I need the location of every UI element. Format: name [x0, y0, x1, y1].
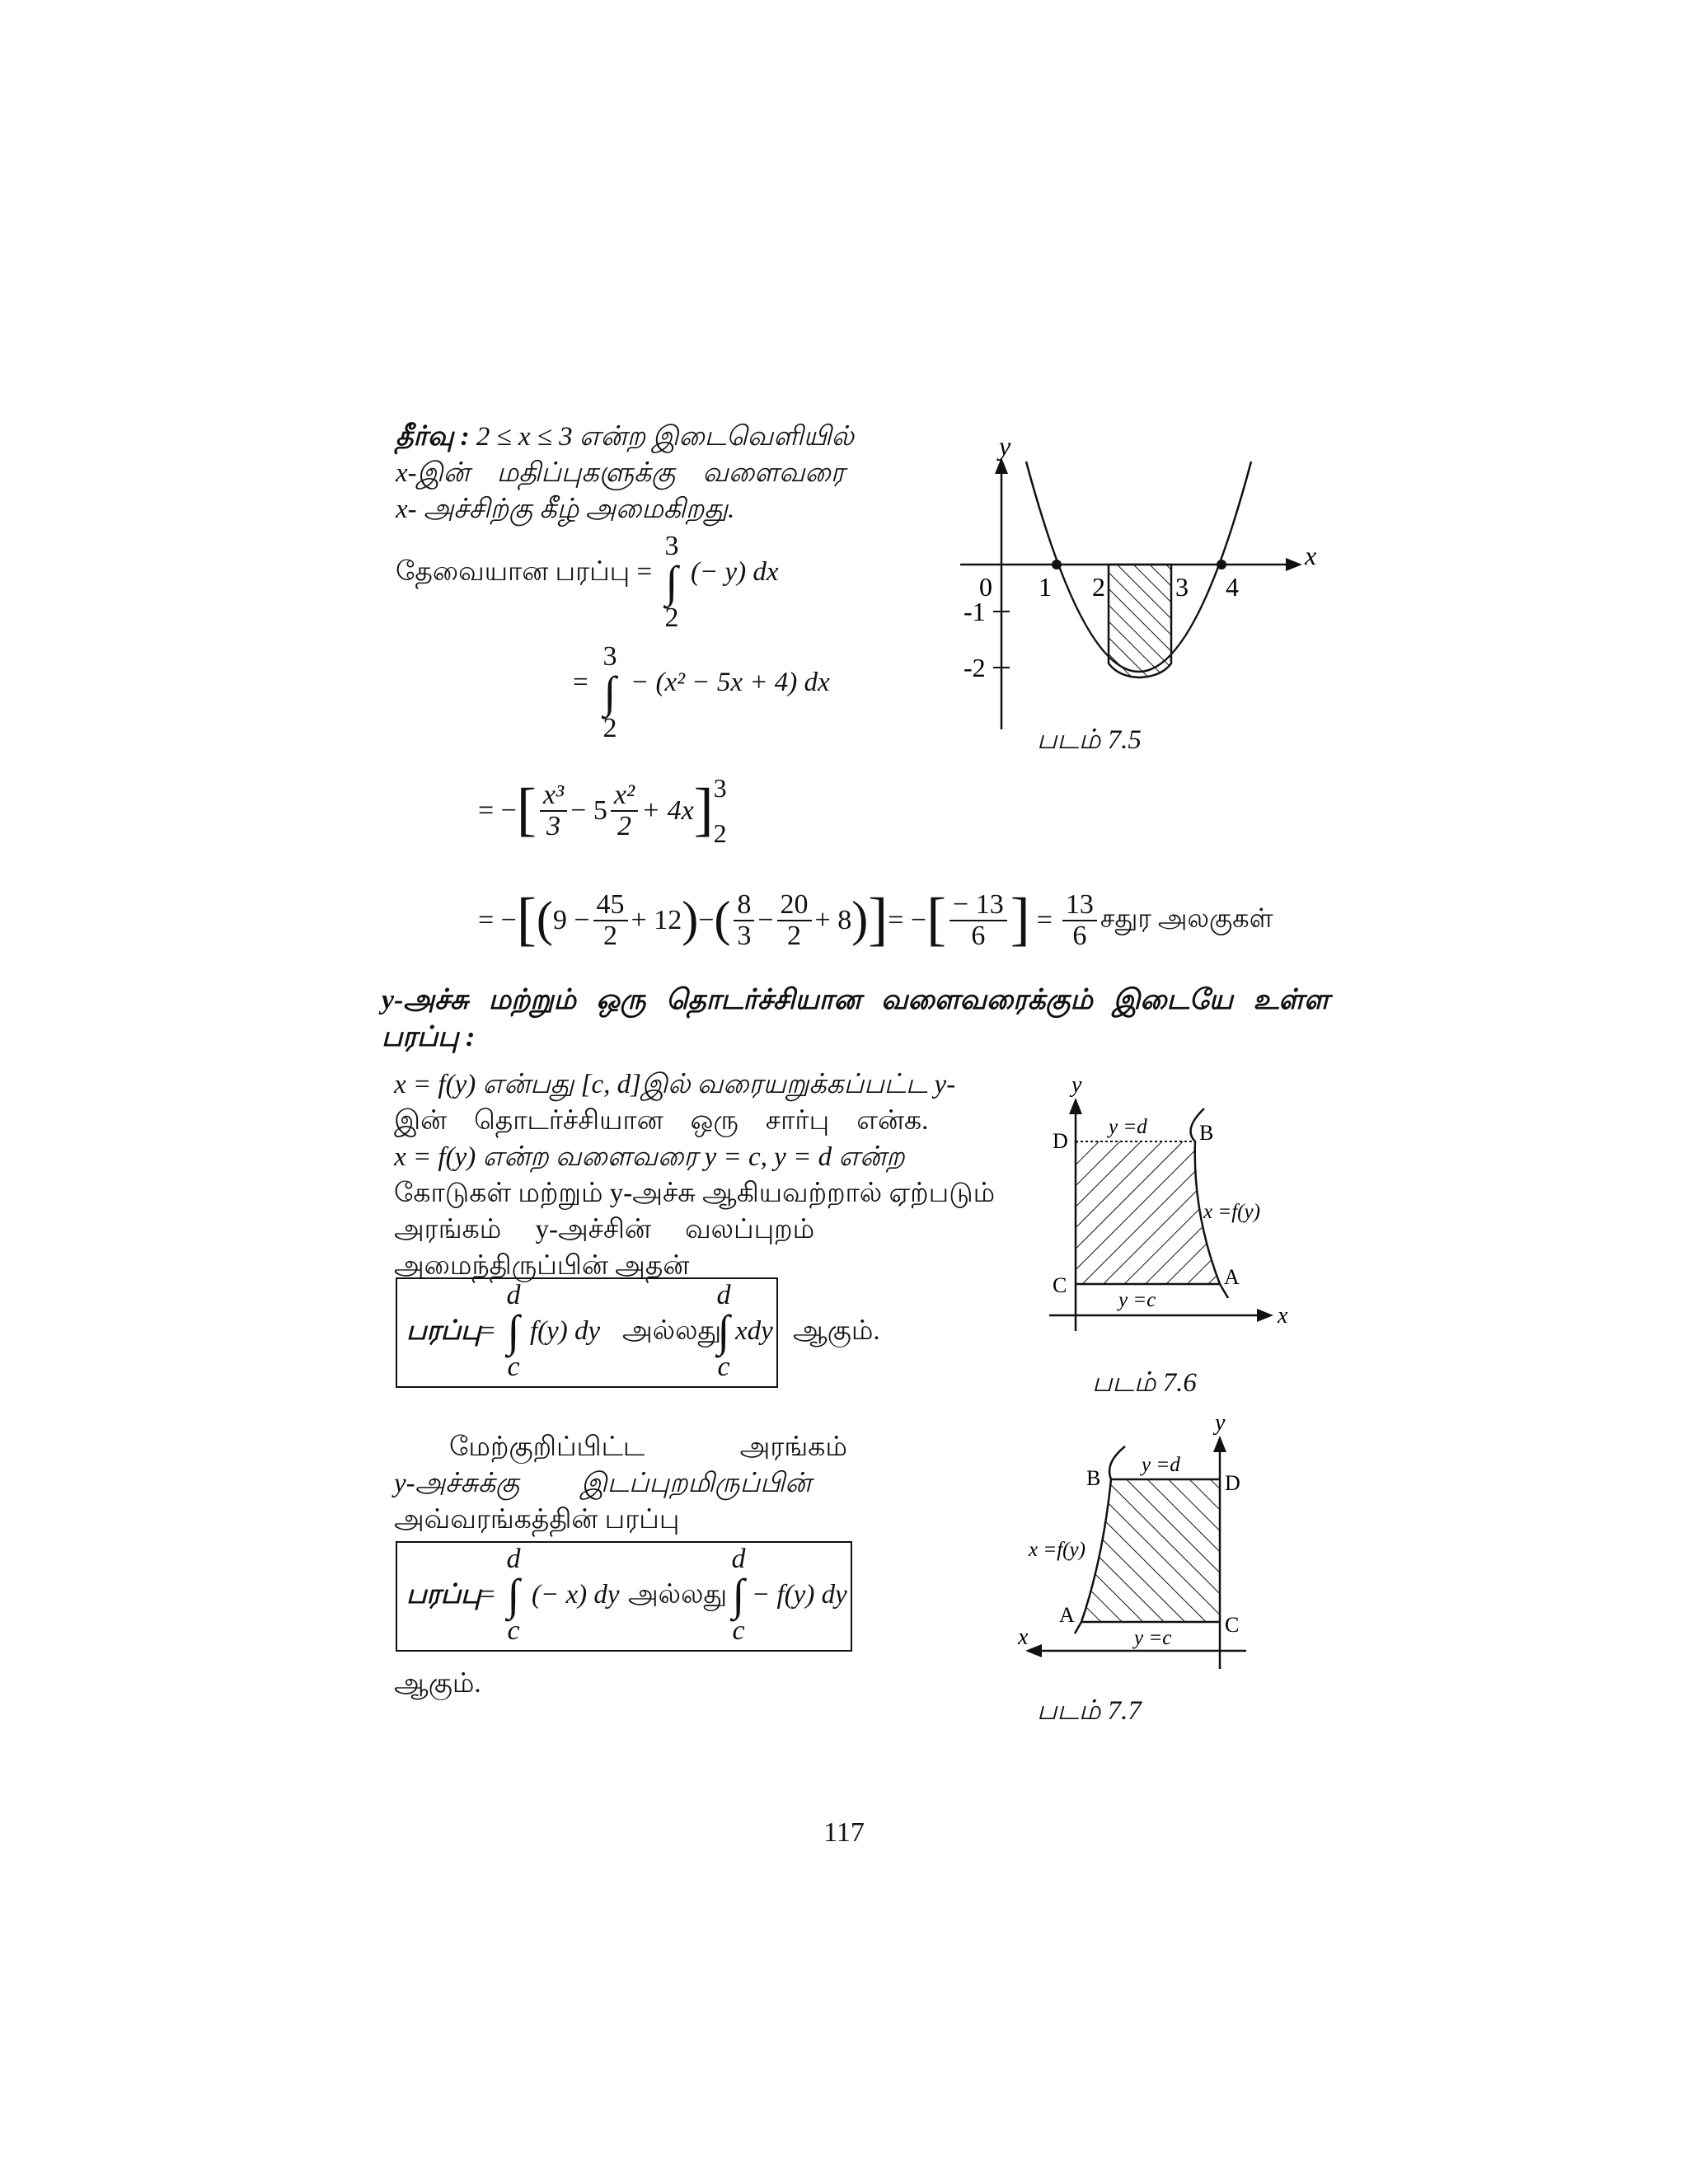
- formula-2-eq: =: [480, 1580, 495, 1610]
- solution-line-1-text: 2 ≤ x ≤ 3 என்ற இடைவெளியில்: [476, 422, 854, 452]
- formula-1-suffix: ஆகும்.: [793, 1316, 880, 1346]
- x-tick-label-0: 0: [979, 572, 992, 602]
- figure-7-6: [1043, 1071, 1315, 1352]
- integral-2-lower: 2: [603, 712, 617, 743]
- step-4-prefix: = −: [478, 904, 517, 935]
- figure-7-7-caption: படம் 7.7: [1037, 1696, 1142, 1726]
- solution-line-3: x- அச்சிற்கு கீழ் அமைகிறது.: [396, 494, 735, 524]
- para2-line-1: மேற்குறிப்பிட்ட அரங்கம்: [449, 1432, 847, 1462]
- step-4-eq: = −: [888, 904, 927, 935]
- step-3-prefix: = −: [478, 795, 517, 826]
- formula-1-body-2: xdy: [735, 1316, 773, 1346]
- step-4-frac-5: $\frac{13}{6}$: [1062, 890, 1097, 950]
- point-A-label: A: [1059, 1603, 1075, 1627]
- point-A-label: A: [1224, 1265, 1240, 1289]
- integral-sign-icon: ∫: [665, 557, 678, 607]
- formula-1-integral-1: [497, 1280, 530, 1383]
- step-4-frac-3: $\frac{20}{2}$: [777, 890, 812, 950]
- formula-2-upper-2: d: [731, 1544, 746, 1574]
- x-axis-label: x: [1018, 1624, 1029, 1650]
- solution-line-1: [396, 422, 854, 456]
- para1-line-2: இன் தொடர்ச்சியான ஒரு சார்பு என்க.: [394, 1106, 929, 1136]
- integral-1: [655, 531, 688, 634]
- paren-right-icon: ): [682, 891, 699, 946]
- step-4-a: 9 −: [552, 904, 590, 935]
- section-heading-line-2: பரப்பு :: [382, 1022, 476, 1052]
- integral-sign-icon: ∫: [603, 668, 617, 717]
- para2-line-3: அவ்வரங்கத்தின் பரப்பு: [394, 1505, 680, 1535]
- bracket-left-icon: [: [516, 776, 537, 842]
- bracket-left-icon: [: [516, 885, 537, 952]
- step-3-tail: + 4x: [641, 795, 694, 826]
- integral-sign-icon: ∫: [732, 1570, 745, 1619]
- label-y-d: y =d: [1109, 1116, 1147, 1138]
- y-tick-label-2: -2: [964, 653, 986, 682]
- step-4: [478, 885, 1273, 952]
- step-3-frac-1: $\frac{\text{x³}}{3}$: [540, 780, 567, 841]
- formula-2-upper-1: d: [506, 1544, 521, 1574]
- integral-sign-icon: ∫: [507, 1570, 520, 1619]
- integral-2-upper: 3: [603, 641, 617, 672]
- formula-2-body-2: − f(y) dy: [752, 1580, 847, 1610]
- integral-2: [593, 641, 626, 744]
- x-axis-arrow-icon: [1257, 1309, 1273, 1322]
- point-B-label: B: [1086, 1466, 1101, 1490]
- solution-line-2: x-இன் மதிப்புகளுக்கு வளைவரை: [396, 458, 845, 488]
- formula-1-body-1: f(y) dy: [530, 1316, 601, 1346]
- formula-1-label: பரப்பு: [406, 1316, 481, 1346]
- shaded-region: [1081, 1479, 1220, 1622]
- formula-2-integral-2: [722, 1544, 755, 1647]
- point-D-label: D: [1225, 1471, 1240, 1495]
- step-3-mid: − 5: [570, 795, 607, 826]
- shaded-region: [1076, 1141, 1220, 1284]
- figure-7-6-caption: படம் 7.6: [1092, 1368, 1197, 1398]
- bracket-right-icon: ]: [693, 776, 714, 842]
- step-3-frac-2: $\frac{\text{x²}}{2}$: [611, 780, 638, 841]
- y-axis-label: y: [1215, 1410, 1226, 1436]
- y-axis-arrow-icon: [1213, 1436, 1226, 1452]
- bracket-right-icon: ]: [868, 885, 889, 952]
- label-y-c: y =c: [1134, 1627, 1172, 1649]
- figure-7-5-caption: படம் 7.5: [1037, 725, 1142, 755]
- integral-1-body: (− y) dx: [691, 557, 779, 587]
- para2-line-2: y-அச்சுக்கு இடப்புறமிருப்பின்: [394, 1469, 812, 1498]
- formula-2-integral-1: [497, 1544, 530, 1647]
- label-y-d: y =d: [1142, 1454, 1180, 1476]
- step-4-d: + 8: [814, 904, 852, 935]
- x-axis-arrow-icon: [1286, 558, 1302, 571]
- integral-1-lower: 2: [664, 602, 679, 633]
- para1-line-1: x = f(y) என்பது [c, d]இல் வரையறுக்கப்பட்ட y-: [394, 1070, 956, 1099]
- para1-line-6: அமைந்திருப்பின் அதன்: [394, 1251, 690, 1281]
- required-area-label: தேவையான பரப்பு =: [396, 557, 653, 587]
- x-axis-label: x: [1305, 541, 1317, 570]
- integral-sign-icon: ∫: [507, 1306, 520, 1356]
- section-heading-line-1: y-அச்சு மற்றும் ஒரு தொடர்ச்சியான வளைவரைக்கும் இடையே உள்ள: [382, 985, 1329, 1015]
- formula-1-lower-1: c: [507, 1351, 520, 1382]
- step-3-limits: 3 2: [713, 773, 727, 848]
- step-4-minus: −: [698, 904, 715, 935]
- formula-2-lower-2: c: [732, 1615, 745, 1646]
- y-axis-label: y: [999, 437, 1011, 461]
- point-C-label: C: [1225, 1613, 1240, 1637]
- y-axis-arrow-icon: [1069, 1098, 1082, 1114]
- formula-1-or: அல்லது: [622, 1316, 722, 1346]
- y-tick-label-1: -1: [964, 597, 986, 626]
- step-4-c: −: [757, 904, 774, 935]
- formula-2-body-1: (− x) dy: [532, 1580, 620, 1610]
- label-curve: x =f(y): [1203, 1201, 1260, 1223]
- paren-left-icon: (: [536, 891, 553, 946]
- y-axis-label: y: [1071, 1072, 1082, 1098]
- paren-left-icon: (: [714, 891, 731, 946]
- shaded-region: [1109, 565, 1171, 677]
- para1-line-5: அரங்கம் y-அச்சின் வலப்புறம்: [394, 1215, 815, 1244]
- root-point-4: [1217, 560, 1226, 569]
- formula-1-upper-2: d: [716, 1280, 731, 1310]
- formula-1-upper-1: d: [506, 1280, 521, 1310]
- para1-line-4: கோடுகள் மற்றும் y-அச்சு ஆகியவற்றால் ஏற்படும்: [394, 1179, 996, 1208]
- formula-1-eq: =: [480, 1316, 495, 1346]
- x-tick-label-2: 2: [1092, 572, 1105, 602]
- integral-2-body: − (x² − 5x + 4) dx: [631, 668, 830, 697]
- figure-7-5: [956, 437, 1335, 733]
- step-3: [478, 773, 727, 849]
- point-B-label: B: [1199, 1121, 1214, 1145]
- step-4-frac-2: $\frac{8}{3}$: [734, 890, 754, 950]
- step-4-frac-4: $\frac{- 13}{6}$: [950, 890, 1007, 950]
- root-point-1: [1052, 560, 1062, 569]
- step-4-b: + 12: [631, 904, 682, 935]
- x-tick-label-3: 3: [1175, 572, 1189, 602]
- point-D-label: D: [1053, 1129, 1068, 1153]
- bracket-left-icon: [: [926, 885, 947, 952]
- formula-2-lower-1: c: [507, 1615, 520, 1646]
- label-y-c: y =c: [1118, 1289, 1156, 1311]
- label-curve: x =f(y): [1029, 1539, 1085, 1561]
- formula-2-or: அல்லது: [628, 1580, 728, 1610]
- step-4-eq2: =: [1036, 904, 1053, 935]
- paren-right-icon: ): [851, 891, 869, 946]
- integral-sign-icon: ∫: [717, 1306, 730, 1356]
- page-number: 117: [823, 1817, 865, 1848]
- integral-1-upper: 3: [664, 531, 679, 561]
- step-4-units: சதுர அலகுகள்: [1100, 903, 1273, 934]
- x-tick-label-4: 4: [1226, 572, 1239, 602]
- formula-2-suffix: ஆகும்.: [394, 1669, 481, 1699]
- x-axis-label: x: [1278, 1303, 1288, 1329]
- point-C-label: C: [1053, 1273, 1067, 1297]
- step-4-frac-1: $\frac{45}{2}$: [593, 890, 628, 950]
- formula-2-label: பரப்பு: [406, 1580, 481, 1610]
- integral-2-prefix: =: [573, 668, 588, 697]
- figure-7-7: [1014, 1409, 1278, 1681]
- para1-line-3: x = f(y) என்ற வளைவரை y = c, y = d என்ற: [394, 1142, 905, 1172]
- formula-1-lower-2: c: [717, 1351, 730, 1382]
- bracket-right-icon: ]: [1010, 885, 1030, 952]
- solution-label: தீர்வு :: [396, 422, 470, 452]
- x-tick-label-1: 1: [1039, 572, 1052, 602]
